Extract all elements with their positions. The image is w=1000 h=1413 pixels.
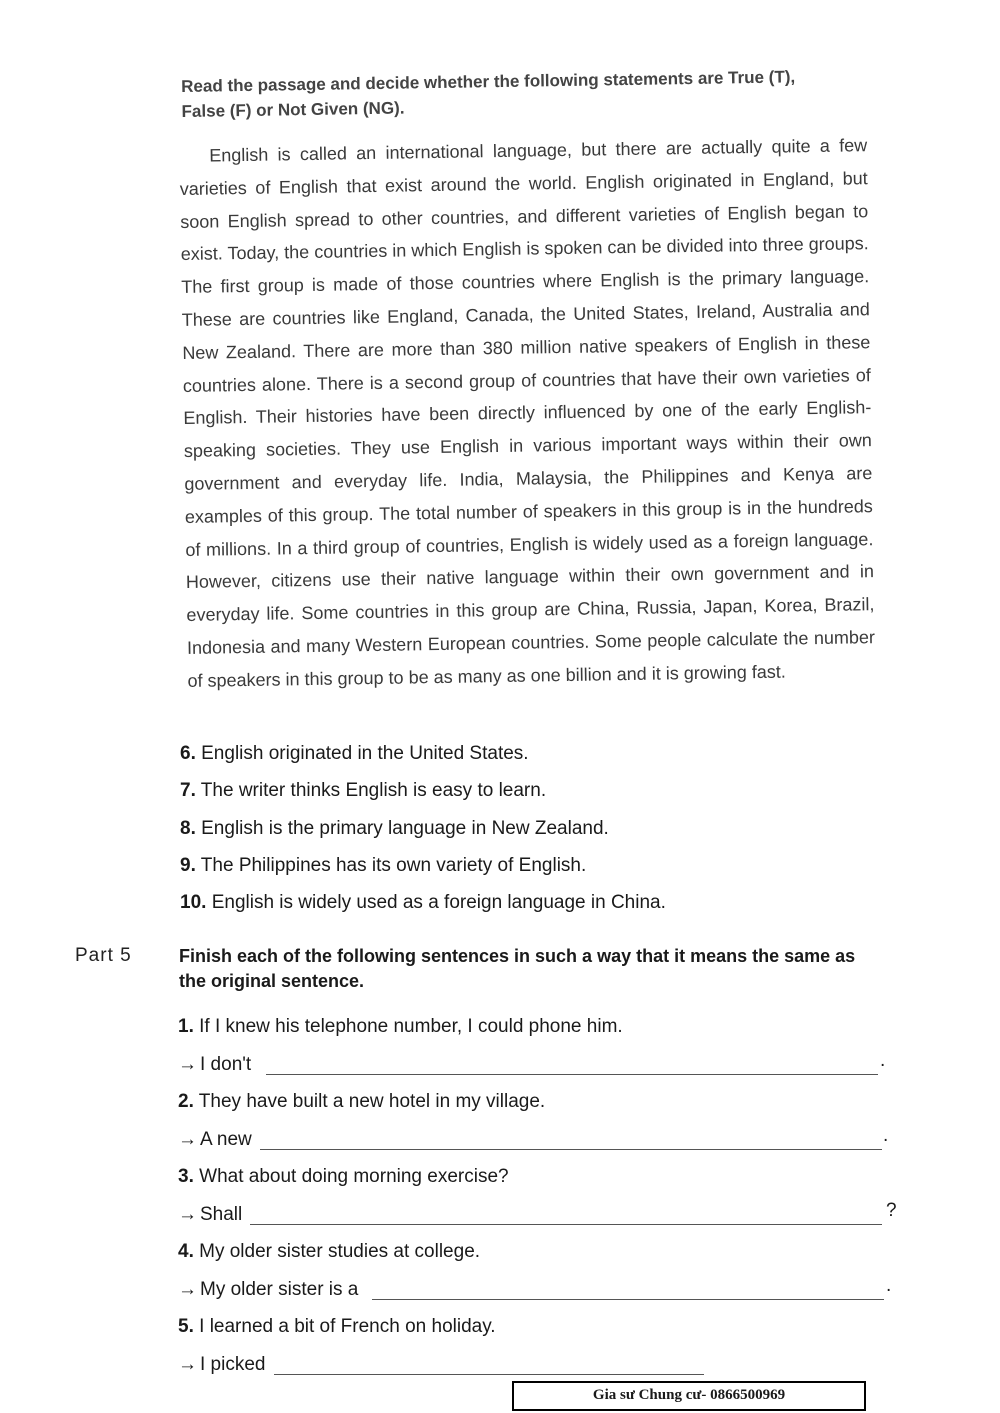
sentence-text: What about doing morning exercise? (193, 1166, 509, 1187)
answer-end-punctuation: . (886, 1275, 892, 1296)
tutor-contact-box: Gia sư Chung cư- 0866500969 (512, 1381, 866, 1411)
statement-item (180, 884, 880, 921)
arrow-icon: → (178, 1203, 197, 1225)
statement-number: 9. (180, 854, 196, 876)
original-sentence (178, 1008, 738, 1046)
answer-blank[interactable] (372, 1299, 884, 1300)
statement-number: 6. (180, 743, 196, 764)
instruction-line-1: Read the passage and decide whether the following statements are True (T), (181, 67, 796, 96)
part-5-instruction-line-1: Finish each of the following sentences in such a way that it means the same as (179, 946, 856, 966)
sentence-transformation-list (178, 1008, 897, 1383)
statement-text: English is widely used as a foreign language in China. (206, 892, 666, 914)
answer-line (178, 1196, 897, 1234)
answer-prompt: I don't (200, 1053, 252, 1075)
part-5-instructions (179, 944, 869, 994)
answer-blank[interactable] (274, 1374, 704, 1375)
item-number: 2. (178, 1091, 194, 1112)
statement-item (180, 735, 880, 772)
passage-text: English is called an international language, but there are actually quite a few varieties of English that exist around the world. English originated in England, but soon English spread to other countries, and different varieties of English began to exist. Today, the countries in which English is spoken can be divided into three groups. The first group is made of those countries where English is the primary language. These are countries like England, Canada, the United States, Ireland, Australia and New Zealand. There are more than 380 million native speakers of English in these countries alone. There is a second group of countries that have their own varieties of English. Their histories have been directly influenced by one of the early English-speaking societies. They use English in various important ways within their own government and everyday life. India, Malaysia, the Philippines and Kenya are examples of this group. The total number of speakers in this group is in the hundreds of millions. In a third group of countries, English is widely used as a foreign language. However, citizens use their native language within their own government and in everyday life. Some countries in this group are China, Russia, Japan, Korea, Brazil, Indonesia and many Western European countries. Some people calculate the number of speakers in this group to be as many as one billion and it is growing fast. (179, 135, 876, 691)
arrow-icon: → (178, 1353, 197, 1375)
answer-prompt: My older sister is a (200, 1278, 359, 1300)
item-number: 1. (178, 1016, 194, 1037)
answer-blank[interactable] (250, 1224, 882, 1225)
answer-prompt: A new (200, 1128, 252, 1150)
true-false-statements (180, 735, 880, 921)
statement-item (180, 810, 880, 847)
original-sentence (178, 1158, 738, 1196)
sentence-text: If I knew his telephone number, I could phone him. (193, 1016, 623, 1037)
sentence-text: My older sister studies at college. (193, 1241, 481, 1262)
statement-text: The writer thinks English is easy to learn. (195, 780, 547, 802)
answer-blank[interactable] (266, 1074, 878, 1075)
answer-prompt: I picked (200, 1353, 266, 1375)
sentence-text: They have built a new hotel in my village. (193, 1091, 546, 1112)
statement-item (180, 772, 880, 809)
answer-end-punctuation: . (883, 1125, 889, 1146)
arrow-icon: → (178, 1278, 197, 1300)
part-5-label: Part 5 (75, 945, 132, 966)
answer-line (178, 1121, 889, 1159)
original-sentence (178, 1233, 738, 1271)
reading-passage (179, 129, 876, 697)
statement-item (180, 847, 880, 884)
original-sentence (178, 1083, 738, 1121)
original-sentence (178, 1308, 738, 1346)
statement-text: The Philippines has its own variety of English. (195, 854, 587, 876)
arrow-icon: → (178, 1128, 197, 1150)
reading-instructions (181, 64, 842, 124)
answer-line (178, 1271, 892, 1309)
item-number: 5. (178, 1316, 194, 1337)
answer-end-punctuation: ? (886, 1200, 897, 1221)
statement-number: 7. (180, 780, 196, 802)
answer-line (178, 1346, 738, 1384)
answer-prompt: Shall (200, 1203, 243, 1225)
statement-text: English originated in the United States. (195, 743, 529, 764)
answer-line (178, 1046, 886, 1084)
statement-number: 8. (180, 817, 196, 839)
answer-end-punctuation: . (880, 1050, 886, 1071)
part-5-instruction-line-2: the original sentence. (179, 971, 365, 991)
sentence-text: I learned a bit of French on holiday. (193, 1316, 496, 1337)
answer-blank[interactable] (260, 1149, 882, 1150)
instruction-line-2: False (F) or Not Given (NG). (181, 98, 405, 121)
statement-text: English is the primary language in New Zealand. (195, 817, 609, 839)
arrow-icon: → (178, 1053, 197, 1075)
item-number: 4. (178, 1241, 194, 1262)
item-number: 3. (178, 1166, 194, 1187)
statement-number: 10. (180, 892, 207, 914)
